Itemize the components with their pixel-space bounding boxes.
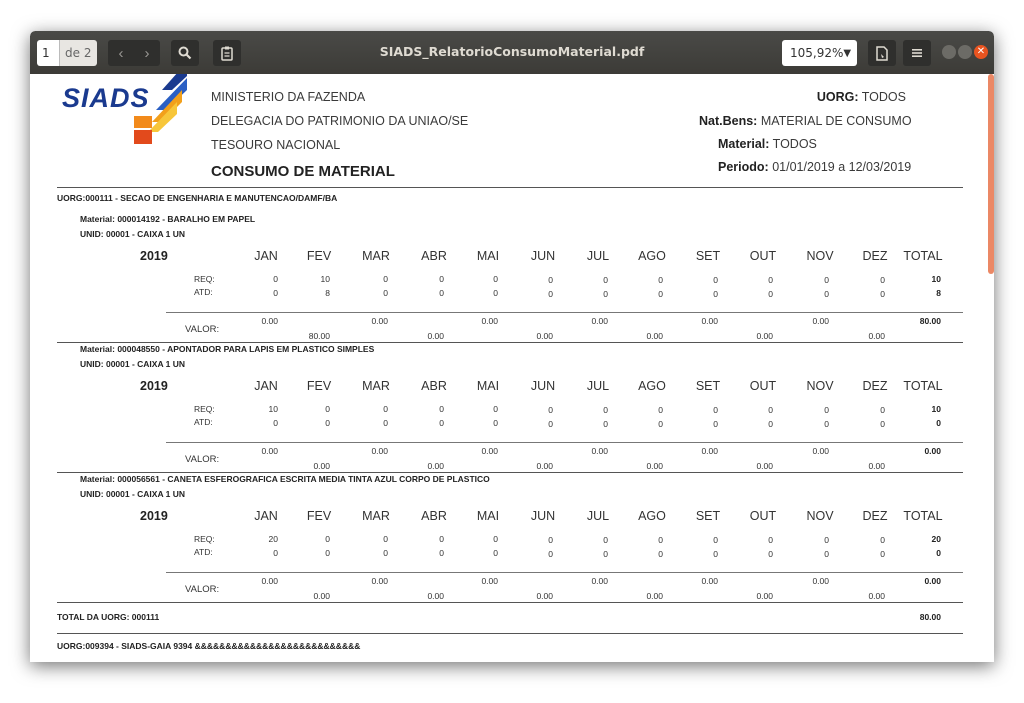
month-header: ABR [421, 379, 447, 393]
req-value: 0 [658, 405, 663, 415]
valor-value: 0.00 [591, 316, 608, 326]
header-natbens-label: Nat.Bens: [699, 114, 758, 128]
atd-value: 0 [383, 418, 388, 428]
header-line-3: TESOURO NACIONAL [211, 138, 341, 152]
header-uorg-value: TODOS [861, 90, 906, 104]
valor-value: 0.00 [536, 591, 553, 601]
month-header: DEZ [862, 249, 888, 263]
req-value: 0 [273, 274, 278, 284]
month-header: SET [695, 249, 721, 263]
header-line-1: MINISTERIO DA FAZENDA [211, 90, 366, 104]
valor-label: VALOR: [185, 324, 220, 335]
valor-value: 0.00 [371, 576, 388, 586]
valor-value: 0.00 [427, 331, 444, 341]
month-header: DEZ [862, 509, 888, 523]
valor-value: 0.00 [591, 446, 608, 456]
chevron-left-icon[interactable]: ‹ [118, 44, 124, 62]
valor-value: 0.00 [701, 446, 718, 456]
valor-value: 0.00 [371, 446, 388, 456]
total-value: 80.00 [919, 612, 941, 622]
valor-value: 0.00 [261, 576, 278, 586]
req-value: 0 [603, 275, 608, 285]
atd-value: 0 [824, 419, 829, 429]
hamburger-icon [911, 47, 923, 59]
atd-value: 0 [880, 289, 885, 299]
valor-value: 0.00 [868, 461, 885, 471]
month-header: AGO [638, 249, 666, 263]
month-header: ABR [421, 249, 447, 263]
req-value: 10 [268, 404, 278, 414]
uorg-line: UORG:000111 - SECAO DE ENGENHARIA E MANUTENCAO/DAMF/BA [57, 193, 338, 203]
atd-value: 0 [936, 548, 941, 558]
month-header: MAR [362, 249, 390, 263]
req-label: REQ: [194, 404, 215, 414]
menu-button[interactable] [903, 40, 931, 66]
valor-value: 0.00 [481, 576, 498, 586]
valor-rule [166, 442, 963, 443]
req-value: 0 [880, 405, 885, 415]
valor-value: 0.00 [868, 331, 885, 341]
month-header: ABR [421, 509, 447, 523]
req-value: 0 [548, 535, 553, 545]
atd-value: 0 [713, 419, 718, 429]
atd-value: 0 [383, 288, 388, 298]
header-material-value: TODOS [772, 137, 817, 151]
header-natbens [699, 114, 912, 128]
month-header: MAR [362, 379, 390, 393]
req-value: 0 [658, 275, 663, 285]
atd-value: 0 [768, 289, 773, 299]
atd-label: ATD: [194, 287, 213, 297]
valor-value: 0.00 [313, 591, 330, 601]
valor-value: 0.00 [481, 446, 498, 456]
atd-value: 0 [713, 549, 718, 559]
valor-value: 0.00 [701, 316, 718, 326]
month-header: MAI [476, 379, 500, 393]
month-header: AGO [638, 379, 666, 393]
month-header: JUL [586, 509, 610, 523]
month-header: DEZ [862, 379, 888, 393]
valor-value: 0.00 [313, 461, 330, 471]
month-header: MAI [476, 249, 500, 263]
atd-value: 0 [439, 548, 444, 558]
req-value: 0 [713, 405, 718, 415]
month-header: JAN [254, 379, 278, 393]
req-value: 0 [880, 535, 885, 545]
total-rule [57, 633, 963, 634]
valor-value: 0.00 [646, 461, 663, 471]
month-header: JUN [530, 249, 556, 263]
req-value: 0 [603, 405, 608, 415]
month-header: JUL [586, 379, 610, 393]
valor-value: 0.00 [812, 316, 829, 326]
req-value: 0 [325, 534, 330, 544]
annotate-button[interactable] [868, 40, 896, 66]
valor-value: 0.00 [261, 446, 278, 456]
report-title: CONSUMO DE MATERIAL [211, 163, 395, 180]
month-header: TOTAL [903, 249, 943, 263]
scrollbar[interactable] [988, 74, 994, 274]
atd-value: 0 [880, 549, 885, 559]
valor-value: 0.00 [261, 316, 278, 326]
page-current-input[interactable]: 1 [37, 40, 59, 66]
header-periodo-value: 01/01/2019 a 12/03/2019 [772, 160, 912, 174]
logo-text: SIADS [62, 83, 150, 113]
req-value: 10 [931, 274, 941, 284]
month-header: JAN [254, 509, 278, 523]
atd-value: 0 [658, 419, 663, 429]
req-value: 10 [320, 274, 330, 284]
atd-value: 0 [383, 548, 388, 558]
month-header: SET [695, 379, 721, 393]
zoom-value: 105,92% [790, 46, 844, 60]
material-year: 2019 [140, 379, 168, 393]
atd-value: 0 [768, 419, 773, 429]
header-line-2: DELEGACIA DO PATRIMONIO DA UNIAO/SE [211, 114, 469, 128]
valor-value: 0.00 [924, 446, 941, 456]
material-unid: UNID: 00001 - CAIXA 1 UN [80, 359, 186, 369]
valor-value: 0.00 [481, 316, 498, 326]
atd-value: 0 [493, 288, 498, 298]
header-uorg-label: UORG: [816, 90, 859, 104]
req-value: 0 [493, 274, 498, 284]
chevron-right-icon[interactable]: › [144, 44, 150, 62]
req-value: 0 [383, 404, 388, 414]
valor-value: 0.00 [427, 591, 444, 601]
material-unid: UNID: 00001 - CAIXA 1 UN [80, 229, 186, 239]
atd-label: ATD: [194, 417, 213, 427]
month-header: JUL [586, 249, 610, 263]
req-value: 0 [768, 275, 773, 285]
atd-value: 0 [936, 418, 941, 428]
file-edit-icon [876, 46, 888, 61]
header-uorg [817, 90, 906, 104]
valor-value: 0.00 [756, 331, 773, 341]
valor-label: VALOR: [185, 454, 220, 465]
atd-value: 0 [603, 289, 608, 299]
req-label: REQ: [194, 534, 215, 544]
req-value: 0 [603, 535, 608, 545]
header-rule [57, 187, 963, 188]
maximize-icon[interactable] [958, 45, 972, 59]
atd-value: 0 [603, 419, 608, 429]
req-value: 0 [439, 274, 444, 284]
valor-value: 0.00 [868, 591, 885, 601]
block-rule [57, 342, 963, 343]
close-icon[interactable]: ✕ [974, 45, 988, 59]
req-value: 0 [658, 535, 663, 545]
month-header: FEV [306, 509, 332, 523]
valor-rule [166, 572, 963, 573]
req-value: 0 [439, 534, 444, 544]
valor-value: 0.00 [812, 446, 829, 456]
atd-value: 0 [824, 289, 829, 299]
titlebar [30, 31, 994, 74]
block-rule [57, 472, 963, 473]
atd-value: 0 [273, 288, 278, 298]
req-value: 0 [768, 405, 773, 415]
atd-value: 0 [548, 289, 553, 299]
chevron-down-icon: ▼ [843, 47, 852, 59]
month-header: AGO [638, 509, 666, 523]
atd-value: 0 [548, 419, 553, 429]
month-header: NOV [806, 379, 834, 393]
valor-value: 0.00 [646, 591, 663, 601]
valor-value: 0.00 [812, 576, 829, 586]
atd-value: 0 [325, 548, 330, 558]
req-value: 0 [493, 404, 498, 414]
valor-label: VALOR: [185, 584, 220, 595]
month-header: SET [695, 509, 721, 523]
atd-value: 0 [493, 418, 498, 428]
month-header: MAR [362, 509, 390, 523]
atd-value: 0 [325, 418, 330, 428]
atd-value: 0 [439, 418, 444, 428]
document-view[interactable] [30, 74, 994, 662]
page-total-label: de 2 [59, 40, 97, 66]
req-value: 0 [325, 404, 330, 414]
req-value: 0 [824, 535, 829, 545]
month-header: OUT [749, 509, 777, 523]
header-material-label: Material: [718, 137, 770, 151]
month-header: JUN [530, 379, 556, 393]
atd-value: 0 [493, 548, 498, 558]
material-year: 2019 [140, 249, 168, 263]
req-value: 0 [383, 274, 388, 284]
req-value: 10 [931, 404, 941, 414]
atd-label: ATD: [194, 547, 213, 557]
req-value: 0 [548, 275, 553, 285]
req-value: 0 [713, 275, 718, 285]
valor-value: 0.00 [371, 316, 388, 326]
atd-value: 0 [713, 289, 718, 299]
valor-value: 0.00 [756, 591, 773, 601]
month-header: MAI [476, 509, 500, 523]
month-header: JUN [530, 509, 556, 523]
req-value: 0 [548, 405, 553, 415]
minimize-icon[interactable] [942, 45, 956, 59]
req-value: 0 [824, 405, 829, 415]
atd-value: 0 [768, 549, 773, 559]
material-title: Material: 000014192 - BARALHO EM PAPEL [80, 214, 256, 224]
req-value: 0 [439, 404, 444, 414]
month-header: NOV [806, 509, 834, 523]
valor-value: 0.00 [536, 331, 553, 341]
req-value: 20 [268, 534, 278, 544]
month-header: FEV [306, 249, 332, 263]
req-value: 0 [713, 535, 718, 545]
header-material [718, 137, 817, 151]
header-natbens-value: MATERIAL DE CONSUMO [760, 114, 912, 128]
valor-value: 0.00 [924, 576, 941, 586]
material-title: Material: 000048550 - APONTADOR PARA LAPIS EM PLASTICO SIMPLES [80, 344, 375, 354]
next-uorg-line: UORG:009394 - SIADS-GAIA 9394 &&&&&&&&&&&&&&&&&&&&&&&&&&& [57, 641, 361, 651]
atd-value: 0 [658, 289, 663, 299]
atd-value: 0 [273, 548, 278, 558]
total-label: TOTAL DA UORG: 000111 [57, 612, 160, 622]
atd-value: 0 [273, 418, 278, 428]
window-title: SIADS_RelatorioConsumoMaterial.pdf [379, 44, 645, 59]
atd-value: 0 [824, 549, 829, 559]
month-header: TOTAL [903, 379, 943, 393]
req-label: REQ: [194, 274, 215, 284]
atd-value: 0 [439, 288, 444, 298]
material-unid: UNID: 00001 - CAIXA 1 UN [80, 489, 186, 499]
atd-value: 0 [603, 549, 608, 559]
block-rule [57, 602, 963, 603]
atd-value: 8 [936, 288, 941, 298]
month-header: FEV [306, 379, 332, 393]
valor-value: 0.00 [591, 576, 608, 586]
atd-value: 8 [325, 288, 330, 298]
month-header: OUT [749, 379, 777, 393]
req-value: 0 [880, 275, 885, 285]
atd-value: 0 [548, 549, 553, 559]
header-periodo-label: Periodo: [718, 160, 769, 174]
zoom-select[interactable] [782, 40, 857, 66]
valor-value: 0.00 [536, 461, 553, 471]
atd-value: 0 [658, 549, 663, 559]
valor-rule [166, 312, 963, 313]
month-header: TOTAL [903, 509, 943, 523]
valor-value: 0.00 [427, 461, 444, 471]
pdf-viewer-window [30, 31, 994, 662]
req-value: 0 [824, 275, 829, 285]
month-header: JAN [254, 249, 278, 263]
valor-value: 0.00 [646, 331, 663, 341]
req-value: 0 [383, 534, 388, 544]
req-value: 20 [931, 534, 941, 544]
req-value: 0 [493, 534, 498, 544]
valor-value: 80.00 [919, 316, 941, 326]
valor-value: 80.00 [308, 331, 330, 341]
req-value: 0 [768, 535, 773, 545]
atd-value: 0 [880, 419, 885, 429]
valor-value: 0.00 [701, 576, 718, 586]
month-header: OUT [749, 249, 777, 263]
material-year: 2019 [140, 509, 168, 523]
month-header: NOV [806, 249, 834, 263]
material-title: Material: 000056561 - CANETA ESFEROGRAFICA ESCRITA MEDIA TINTA AZUL CORPO DE PLASTICO [80, 474, 490, 484]
valor-value: 0.00 [756, 461, 773, 471]
header-periodo [718, 160, 911, 174]
